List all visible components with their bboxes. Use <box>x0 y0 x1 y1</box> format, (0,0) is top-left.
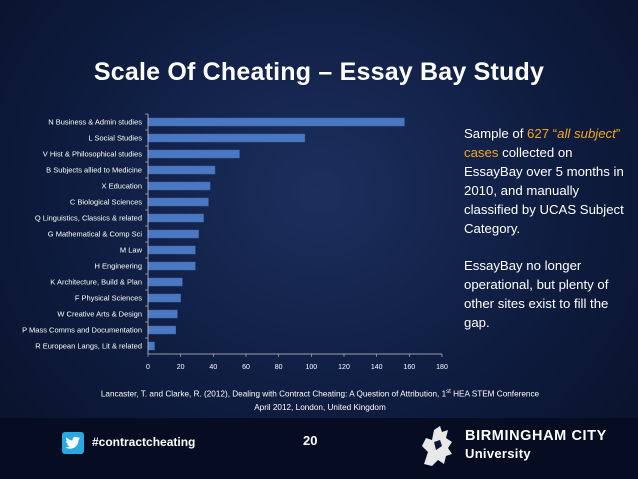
quote-close: ” <box>615 126 621 141</box>
sample-count: 627 <box>527 126 550 141</box>
y-tick-label: F Physical Sciences <box>74 293 142 303</box>
university-name: BIRMINGHAM CITY <box>465 428 607 444</box>
bar-4 <box>148 166 215 174</box>
y-tick-label: W Creative Arts & Design <box>57 309 142 319</box>
x-tick-label: 60 <box>242 364 250 371</box>
sample-suffix-text: collected on EssayBay over 5 months in 2010, and manually classified by UCAS Subject Category. <box>464 145 624 236</box>
y-tick-label: V Hist & Philosophical studies <box>42 149 142 159</box>
citation-superscript: st <box>446 389 451 395</box>
page-number: 20 <box>303 433 318 448</box>
essaybay-note: EssayBay no longer operational, but plenty of other sites exist to fill the gap. <box>464 258 609 330</box>
y-tick-label: M Law <box>119 245 142 255</box>
bar-6 <box>148 198 208 206</box>
griffin-crest-icon <box>416 424 458 468</box>
x-tick-label: 140 <box>370 364 383 371</box>
y-tick-label: B Subjects allied to Medicine <box>46 165 142 175</box>
y-tick-label: Q Linguistics, Classics & related <box>34 213 142 223</box>
y-tick-label: R European Langs, Lit & related <box>35 341 142 351</box>
y-tick-label: C Biological Sciences <box>69 197 142 207</box>
y-tick-label: L Social Studies <box>88 133 142 143</box>
bar-12 <box>148 294 181 302</box>
university-label: University <box>465 446 531 461</box>
bar-9 <box>148 246 195 254</box>
y-tick-label: X Education <box>101 181 142 191</box>
x-tick-label: 120 <box>338 364 350 371</box>
citation-line1-end: HEA STEM Conference <box>450 389 540 399</box>
y-tick-label: G Mathematical & Comp Sci <box>47 229 142 239</box>
quote-open: “ <box>552 126 558 141</box>
bar-chart <box>0 108 460 378</box>
side-text-panel <box>464 124 629 350</box>
bar-15 <box>148 342 155 350</box>
twitter-bird-icon <box>62 432 84 454</box>
y-tick-label: H Engineering <box>94 261 142 271</box>
subject-word: subject <box>574 126 616 141</box>
x-tick-label: 100 <box>305 364 318 371</box>
y-tick-label: N Business & Admin studies <box>48 117 142 127</box>
citation <box>40 386 600 414</box>
slide-title: Scale Of Cheating – Essay Bay Study <box>93 58 545 86</box>
bar-11 <box>148 278 182 286</box>
bar-10 <box>148 262 195 270</box>
bar-13 <box>148 310 177 318</box>
y-tick-label: P Mass Comms and Documentation <box>22 325 142 335</box>
x-tick-label: 160 <box>403 364 416 371</box>
x-tick-label: 40 <box>209 364 218 371</box>
x-tick-label: 20 <box>176 364 185 371</box>
all-word: all <box>557 126 571 141</box>
x-tick-label: 180 <box>436 364 448 371</box>
sample-prefix-text: Sample of <box>464 126 528 141</box>
x-tick-label: 0 <box>146 364 150 371</box>
bar-2 <box>148 134 305 142</box>
bar-3 <box>148 150 239 158</box>
bar-14 <box>148 326 176 334</box>
cases-word: cases <box>464 145 499 160</box>
x-tick-label: 80 <box>274 364 283 371</box>
bar-8 <box>148 230 199 238</box>
y-tick-label: K Architecture, Build & Plan <box>50 277 142 287</box>
citation-line2: April 2012, London, United Kingdom <box>254 402 386 412</box>
sample-description <box>464 124 629 238</box>
hashtag-label: #contractcheating <box>92 435 196 449</box>
citation-line1: Lancaster, T. and Clarke, R. (2012), Dealing with Contract Cheating: A Question of Attribution, 1 <box>100 389 447 399</box>
bar-1 <box>148 118 404 126</box>
bar-7 <box>148 214 204 222</box>
bar-5 <box>148 182 210 190</box>
